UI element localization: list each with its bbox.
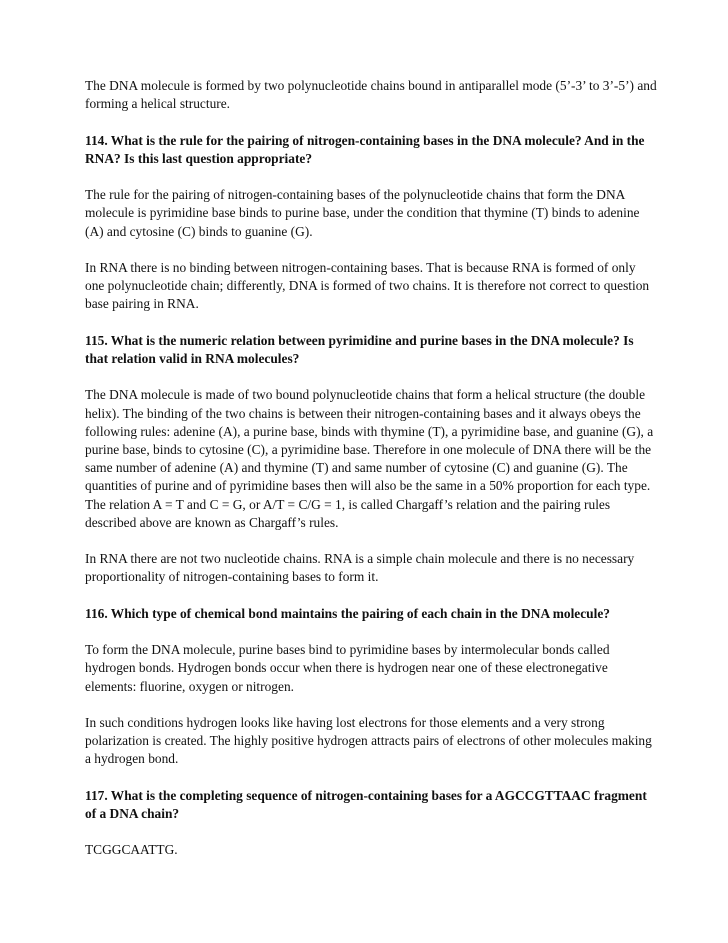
document-page bbox=[85, 77, 657, 878]
answer-114-dna-pairing: The rule for the pairing of nitrogen-containing bases of the polynucleotide chains that form the DNA molecule is pyrimidine base binds to purine base, under the condition that thymine (T) binds to adenine (A) and cytosine (C) binds to guanine (G). bbox=[85, 187, 640, 239]
answer-116-polarization: In such conditions hydrogen looks like having lost electrons for those elements and a very strong polarization is created. The highly positive hydrogen attracts pairs of electrons of other molecules making a hydrogen bond. bbox=[85, 714, 652, 767]
answer-117-sequence: TCGGCAATTG. bbox=[85, 842, 178, 858]
answer-114-rna-pairing: In RNA there is no binding between nitrogen-containing bases. That is because RNA is formed of only one polynucleotide chain; differently, DNA is formed of two chains. It is therefore not correct to question base pairing in RNA. bbox=[85, 259, 650, 312]
answer-115-dna-relation: The DNA molecule is made of two bound polynucleotide chains that form a helical structure (the double helix). The binding of the two chains is between their nitrogen-containing bases and it always obeys the following rules: adenine (A), a purine base, binds with thymine (T), a pyrimidine base, and guanine (G), a purine base, binds to cytosine (C), a pyrimidine base. Therefore in one molecule of DNA there will be the same number of adenine (A) and thymine (T) and same number of cytosine (C) and guanine (G). The quantities of purine and of pyrimidine bases then will also be the same in a 50% proportion for each type. The relation A = T and C = G, or A/T = C/G = 1, is called Chargaff’s relation and the pairing rules described above are known as Chargaff’s rules. bbox=[85, 387, 654, 530]
question-117: 117. What is the completing sequence of nitrogen-containing bases for a AGCCGTTAAC fragment of a DNA chain? bbox=[85, 787, 647, 821]
question-116: 116. Which type of chemical bond maintains the pairing of each chain in the DNA molecule? bbox=[85, 605, 610, 621]
paragraph-dna-structure: The DNA molecule is formed by two polynucleotide chains bound in antiparallel mode (5’-3’ to 3’-5’) and forming a helical structure. bbox=[85, 78, 657, 112]
question-114: 114. What is the rule for the pairing of nitrogen-containing bases in the DNA molecule? And in the RNA? Is this last question appropriate? bbox=[85, 132, 645, 166]
question-115: 115. What is the numeric relation between pyrimidine and purine bases in the DNA molecule? Is that relation valid in RNA molecules? bbox=[85, 332, 634, 366]
answer-116-hydrogen-bonds: To form the DNA molecule, purine bases bind to pyrimidine bases by intermolecular bonds called hydrogen bonds. Hydrogen bonds occur when there is hydrogen near one of these electronegative elements: fluorine, oxygen or nitrogen. bbox=[85, 642, 610, 694]
answer-115-rna-relation: In RNA there are not two nucleotide chains. RNA is a simple chain molecule and there is no necessary proportionality of nitrogen-containing bases to form it. bbox=[85, 551, 635, 585]
